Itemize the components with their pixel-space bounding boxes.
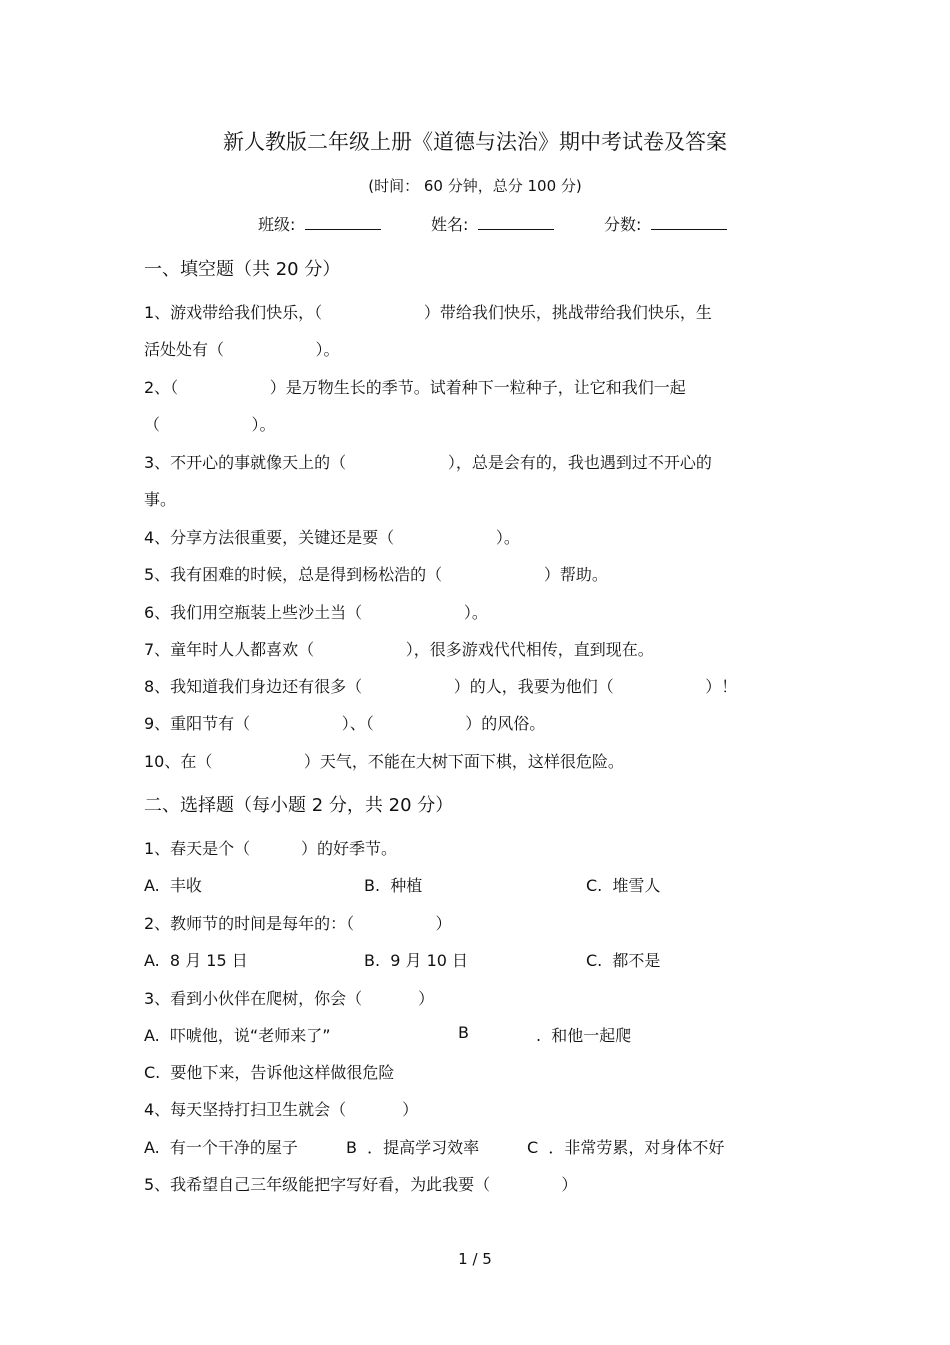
question-line: 2、（ ）是万物生长的季节。试着种下一粒种子，让它和我们一起 [144,378,686,397]
question-line: 10、在（ ）天气，不能在大树下面下棋，这样很危险。 [144,752,624,771]
option-a: A. 丰收 [144,876,202,895]
question-line: 事。 [144,490,177,509]
option-c: C. 要他下来，告诉他这样做很危险 [144,1063,395,1082]
choice-question-3: 3、看到小伙伴在爬树，你会（ ） [144,989,435,1008]
option-a: A. 吓唬他，说“老师来了” [144,1026,331,1045]
choice-question-4: 4、每天坚持打扫卫生就会（ ） [144,1100,419,1119]
option-b-text: . 和他一起爬 [536,1026,632,1045]
exam-time-info: (时间： 60 分钟，总分 100 分) [368,177,582,195]
choice-question-5: 5、我希望自己三年级能把字写好看，为此我要（ ） [144,1175,578,1194]
score-blank[interactable] [651,215,727,230]
name-label: 姓名: [431,215,469,234]
option-b-letter: B [458,1023,469,1042]
option-c: C. 堆雪人 [586,876,661,895]
section-heading-fill-blank: 一、填空题（共 20 分） [144,259,341,280]
name-field [431,212,554,235]
section-heading-multiple-choice: 二、选择题（每小题 2 分，共 20 分） [144,795,454,816]
question-line: 9、重阳节有（ ）、（ ）的风俗。 [144,714,546,733]
score-label: 分数: [604,215,642,234]
class-blank[interactable] [305,215,381,230]
page-title: 新人教版二年级上册《道德与法治》期中考试卷及答案 [223,130,727,154]
question-line: 5、我有困难的时候，总是得到杨松浩的（ ）帮助。 [144,565,608,584]
option-b: B. 种植 [364,876,423,895]
question-line: 活处处有（ ）。 [144,340,340,359]
option-a: A. 8 月 15 日 [144,951,248,970]
option-c: C. 都不是 [586,951,661,970]
option-a: A. 有一个干净的屋子 [144,1138,298,1157]
option-b: B. 9 月 10 日 [364,951,469,970]
question-line: 8、我知道我们身边还有很多（ ）的人，我要为他们（ ）！ [144,677,738,696]
choice-question-2: 2、教师节的时间是每年的：（ ） [144,914,452,933]
score-field [604,212,727,235]
option-c: C ．非常劳累，对身体不好 [527,1138,725,1157]
name-blank[interactable] [478,215,554,230]
option-b: B ．提高学习效率 [346,1138,480,1157]
question-line: 3、不开心的事就像天上的（ ），总是会有的，我也遇到过不开心的 [144,453,712,472]
class-field [258,212,381,235]
question-line: （ ）。 [144,415,276,434]
choice-question-1: 1、春天是个（ ）的好季节。 [144,839,398,858]
class-label: 班级: [258,215,296,234]
question-line: 7、童年时人人都喜欢（ ），很多游戏代代相传，直到现在。 [144,640,654,659]
page-number: 1 / 5 [458,1250,492,1268]
question-line: 1、游戏带给我们快乐，（ ）带给我们快乐，挑战带给我们快乐，生 [144,303,712,322]
question-line: 4、分享方法很重要，关键还是要（ ）。 [144,528,520,547]
question-line: 6、我们用空瓶装上些沙土当（ ）。 [144,603,488,622]
